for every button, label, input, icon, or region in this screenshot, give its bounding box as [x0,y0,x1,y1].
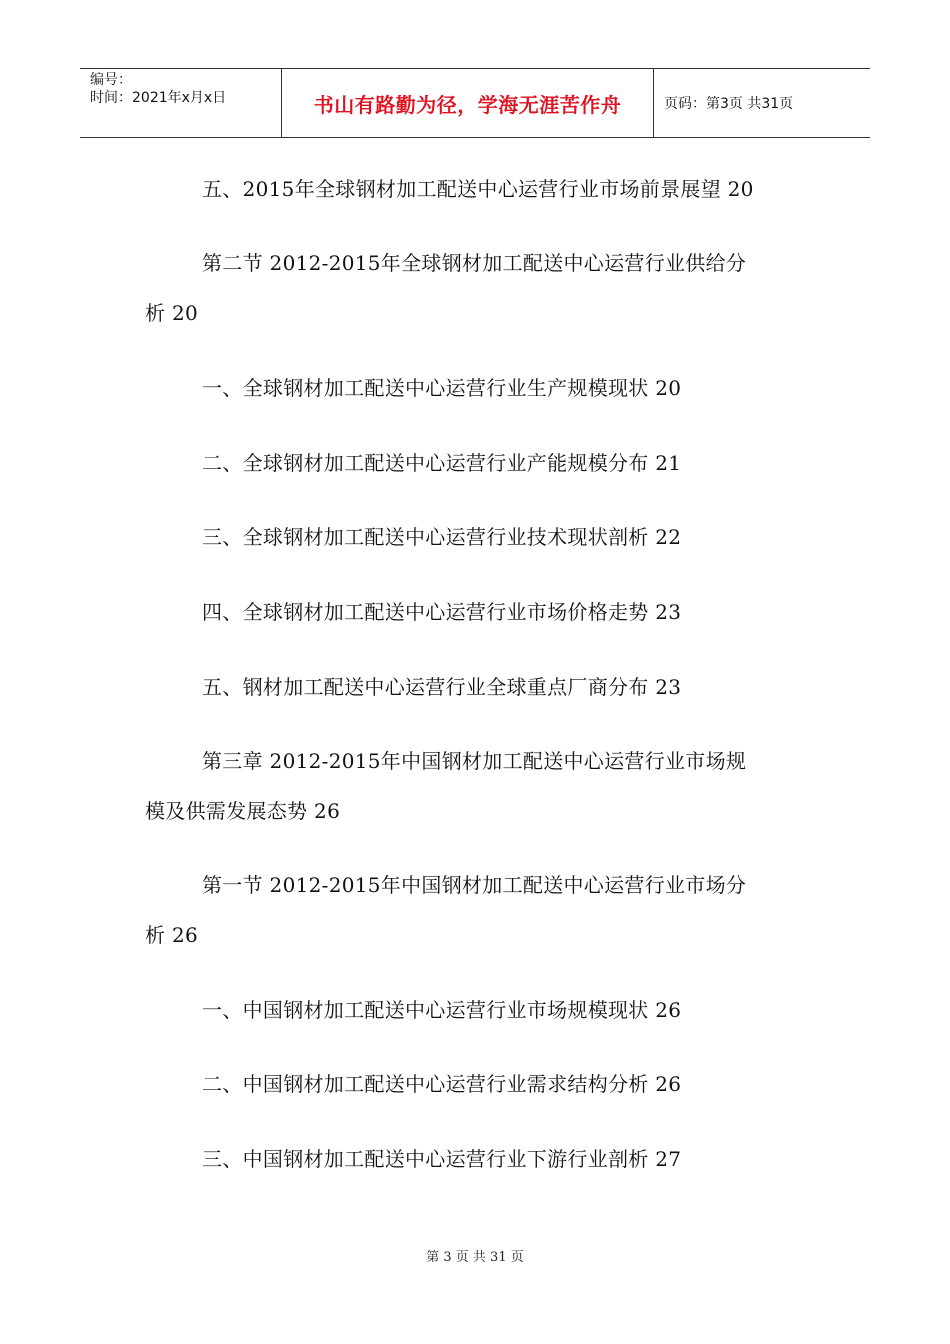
toc-entry-continuation: 模及供需发展态势 26 [145,799,341,823]
page-header-table [80,68,870,138]
toc-entry: 第三章 2012-2015年中国钢材加工配送中心运营行业市场规 [202,749,747,773]
toc-entry: 四、全球钢材加工配送中心运营行业市场价格走势 23 [202,600,682,624]
header-page-info: 页码：第3页 共31页 [664,96,794,112]
toc-entry: 三、全球钢材加工配送中心运营行业技术现状剖析 22 [202,525,682,549]
header-motto-cell [282,69,654,137]
toc-entry-continuation: 析 20 [145,301,199,325]
toc-entry: 一、全球钢材加工配送中心运营行业生产规模现状 20 [202,376,682,400]
toc-entry: 五、钢材加工配送中心运营行业全球重点厂商分布 23 [202,675,682,699]
header-number-label: 编号： [90,72,132,88]
header-motto: 书山有路勤为径，学海无涯苦作舟 [313,92,622,117]
header-meta-cell [80,69,282,137]
page-footer: 第 3 页 共 31 页 [426,1250,524,1265]
toc-entry: 二、全球钢材加工配送中心运营行业产能规模分布 21 [202,451,682,475]
toc-entry: 一、中国钢材加工配送中心运营行业市场规模现状 26 [202,998,682,1022]
toc-entry: 第二节 2012-2015年全球钢材加工配送中心运营行业供给分 [202,251,747,275]
toc-entry-continuation: 析 26 [145,923,199,947]
toc-entry: 三、中国钢材加工配送中心运营行业下游行业剖析 27 [202,1147,682,1171]
header-time-label: 时间：2021年x月x日 [90,90,227,106]
header-page-info-cell [654,69,870,137]
toc-entry: 二、中国钢材加工配送中心运营行业需求结构分析 26 [202,1072,682,1096]
toc-entry: 第一节 2012-2015年中国钢材加工配送中心运营行业市场分 [202,873,747,897]
toc-entry: 五、2015年全球钢材加工配送中心运营行业市场前景展望 20 [202,177,754,201]
